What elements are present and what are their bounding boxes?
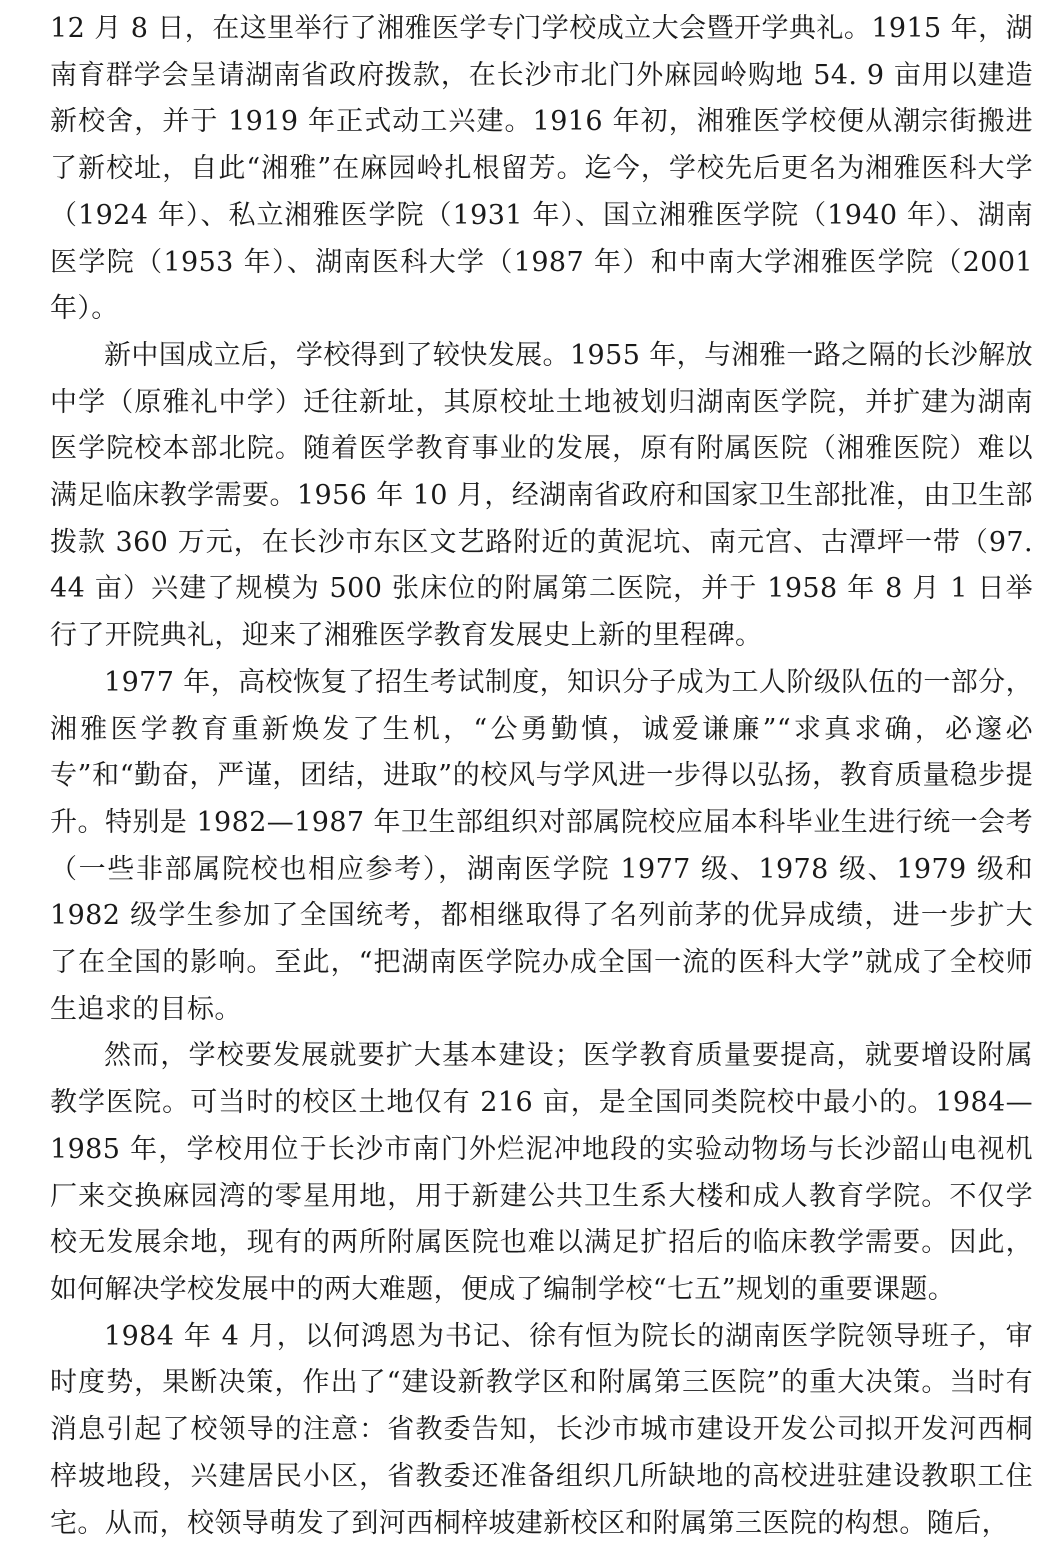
paragraph-1977-revival: 1977 年，高校恢复了招生考试制度，知识分子成为工人阶级队伍的一部分，湘雅医学教育重新焕发了生机，“公勇勤慎，诚爱谦廉”“求真求确，必邃必专”和“勤奋，严谨，团结，进取”的校风与学风进一步得以弘扬，教育质量稳步提升。特别是 1982—1987 年卫生部组织对部属院校应届本科毕业生进行统一会考（一些非部属院校也相应参考），湖南医学院 1977 级、1978 级、1979 级和 1982 级学生参加了全国统考，都相继取得了名列前茅的优异成绩，进一步扩大了在全国的影响。至此，“把湖南医学院办成全国一流的医科大学”就成了全校师生追求的目标。 bbox=[50, 666, 1033, 1025]
paragraph-land-shortage: 然而，学校要发展就要扩大基本建设；医学教育质量要提高，就要增设附属教学医院。可当时的校区土地仅有 216 亩，是全国同类院校中最小的。1984—1985 年，学校用位于长沙市南门外烂泥冲地段的实验动物场与长沙韶山电视机厂来交换麻园湾的零星用地，用于新建公共卫生系大楼和成人教育学院。不仅学校无发展余地，现有的两所附属医院也难以满足扩招后的临床教学需要。因此，如何解决学校发展中的两大难题，便成了编制学校“七五”规划的重要课题。 bbox=[50, 1040, 1033, 1305]
paragraph-1984-decision: 1984 年 4 月，以何鸿恩为书记、徐有恒为院长的湖南医学院领导班子，审时度势，果断决策，作出了“建设新教学区和附属第三医院”的重大决策。当时有消息引起了校领导的注意：省教委告知，长沙市城市建设开发公司拟开发河西桐梓坡地段，兴建居民小区，省教委还准备组织几所缺地的高校进驻建设教职工住宅。从而，校领导萌发了到河西桐梓坡建新校区和附属第三医院的构想。随后， bbox=[50, 1320, 1033, 1539]
paragraph-founding-history: 12 月 8 日，在这里举行了湘雅医学专门学校成立大会暨开学典礼。1915 年，湖南育群学会呈请湖南省政府拨款，在长沙市北门外麻园岭购地 54. 9 亩用以建造新校舍，并于 1919 年正式动工兴建。1916 年初，湘雅医学校便从潮宗街搬进了新校址，自此“湘雅”在麻园岭扎根留芳。迄今，学校先后更名为湘雅医科大学（1924 年）、私立湘雅医学院（1931 年）、国立湘雅医学院（1940 年）、湖南医学院（1953 年）、湖南医科大学（1987 年）和中南大学湘雅医学院（2001 年）。 bbox=[50, 13, 1033, 325]
paragraph-post-1949-development: 新中国成立后，学校得到了较快发展。1955 年，与湘雅一路之隔的长沙解放中学（原雅礼中学）迁往新址，其原校址土地被划归湖南医学院，并扩建为湖南医学院校本部北院。随着医学教育事业的发展，原有附属医院（湘雅医院）难以满足临床教学需要。1956 年 10 月，经湖南省政府和国家卫生部批准，由卫生部拨款 360 万元，在长沙市东区文艺路附近的黄泥坑、南元宫、古潭坪一带（97. 44 亩）兴建了规模为 500 张床位的附属第二医院，并于 1958 年 8 月 1 日举行了开院典礼，迎来了湘雅医学教育发展史上新的里程碑。 bbox=[50, 339, 1033, 652]
